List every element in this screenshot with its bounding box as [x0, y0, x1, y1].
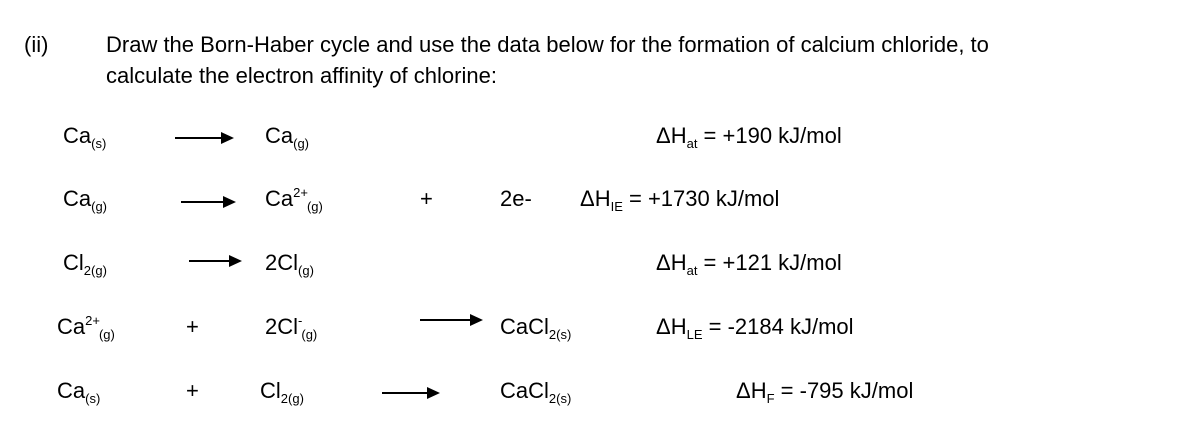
r3-reactant: $Cl_{2(g)}$ [63, 250, 107, 278]
r5-enthalpy: $\Delta H_F = -795$ kJ/mol [736, 378, 914, 406]
r5-product: CaCl$_{2(s)}$ [500, 378, 572, 406]
r5-plus: + [186, 378, 199, 403]
r3-arrow [189, 254, 242, 268]
r1-arrow [175, 131, 234, 145]
r4-plus: + [186, 314, 199, 339]
r3-product: $2Cl_{(g)}$ [265, 250, 314, 278]
r4-arrow [420, 313, 483, 327]
r5-reactant: $Ca_{(s)}$ [57, 378, 101, 406]
question-line-1: Draw the Born-Haber cycle and use the data below for the formation of calcium chloride, to [106, 32, 989, 57]
question-line-2: calculate the electron affinity of chlorine: [106, 63, 497, 88]
r2-plus: + [420, 186, 433, 211]
question-number: (ii) [24, 32, 49, 57]
r2-enthalpy: $\Delta H_{IE} = +1730$ kJ/mol [580, 186, 780, 214]
r4-enthalpy: $\Delta H_{LE} = -2184$ kJ/mol [656, 314, 854, 342]
r2-product: $Ca^{2+}_{(g)}$ [265, 185, 323, 214]
r2-reactant: $Ca_{(g)}$ [63, 186, 108, 214]
r1-reactant: $Ca_{(s)}$ [63, 123, 107, 151]
r1-enthalpy: $\Delta H_{at} = +190$ kJ/mol [656, 123, 842, 151]
r2-electrons: 2e- [500, 186, 532, 211]
r5-reactant-2: $Cl_{2(g)}$ [260, 378, 304, 406]
r2-arrow [181, 195, 236, 209]
r4-reactant-2: $2Cl^-_{(g)}$ [265, 313, 318, 342]
r1-product: $Ca_{(g)}$ [265, 123, 310, 151]
r4-reactant: $Ca^{2+}_{(g)}$ [57, 313, 115, 342]
r4-product: CaCl$_{2(s)}$ [500, 314, 572, 342]
r5-arrow [382, 386, 440, 400]
r3-enthalpy: $\Delta H_{at} = +121$ kJ/mol [656, 250, 842, 278]
